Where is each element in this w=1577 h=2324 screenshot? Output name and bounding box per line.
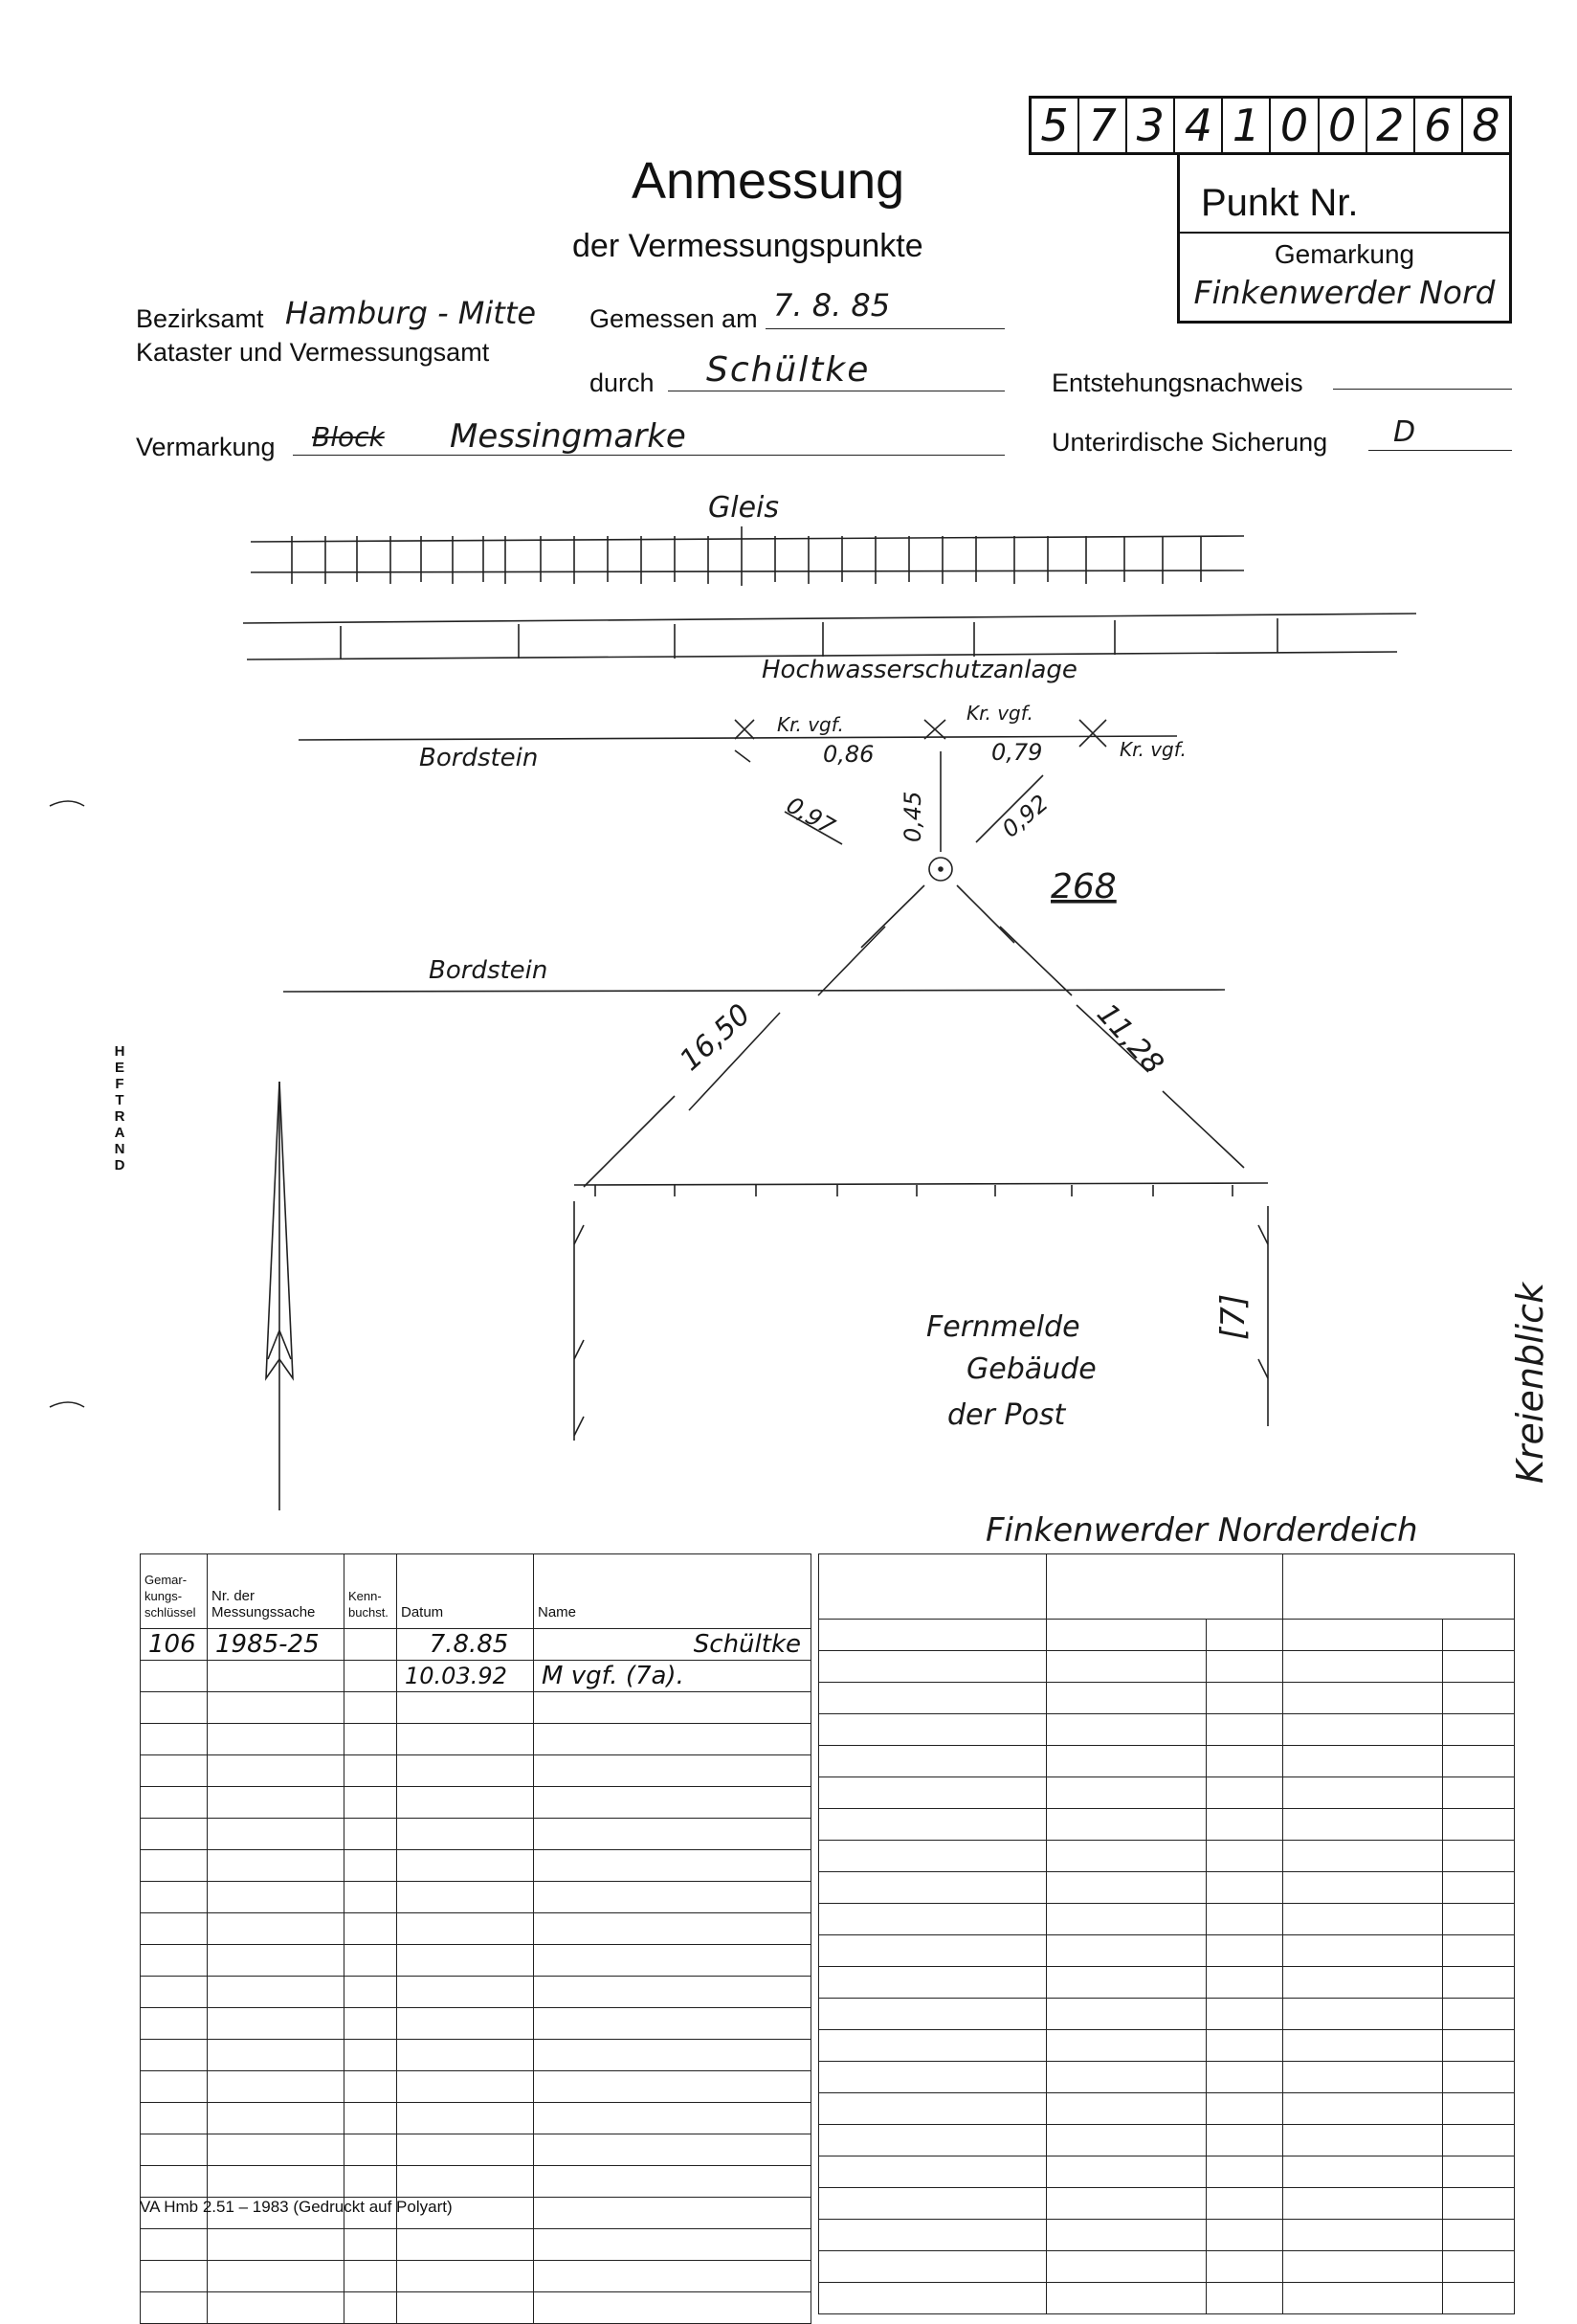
table-row <box>819 1999 1515 2030</box>
measure-086: 0,86 <box>823 741 875 768</box>
table-row <box>141 1945 811 1977</box>
measure-097: 0,97 <box>782 791 840 840</box>
table-row <box>819 2093 1515 2125</box>
measure-092: 0,92 <box>996 789 1054 843</box>
cell-name: Schültke <box>534 1629 811 1661</box>
kr-vgf-1: Kr. vgf. <box>777 713 844 736</box>
table-row <box>819 1872 1515 1904</box>
table-row <box>141 1629 811 1661</box>
table-row <box>819 2125 1515 2156</box>
building-line-3: der Post <box>947 1398 1066 1432</box>
measure-1650: 16,50 <box>673 997 758 1078</box>
bordstein-top-label: Bordstein <box>419 744 539 772</box>
vermarkung-value: Messingmarke <box>450 417 686 456</box>
table-row <box>819 1746 1515 1777</box>
table-row <box>819 1651 1515 1683</box>
street-norderdeich: Finkenwerder Norderdeich <box>986 1511 1418 1550</box>
table-row <box>819 1714 1515 1746</box>
cell-nr: 1985-25 <box>208 1629 344 1661</box>
page-title: Anmessung <box>632 152 905 210</box>
table-row <box>819 1620 1515 1651</box>
right-header-row <box>819 1554 1515 1620</box>
gemessen-label: Gemessen am <box>589 304 758 333</box>
kataster-label: Kataster und Vermessungsamt <box>136 338 490 367</box>
table-row <box>141 2071 811 2103</box>
bezirksamt-label: Bezirksamt <box>136 304 264 333</box>
hochwasser-label: Hochwasserschutzanlage <box>762 656 1077 684</box>
table-row <box>141 2040 811 2071</box>
point-digit: 4 <box>1173 99 1221 152</box>
gemarkung-label: Gemarkung <box>1274 239 1415 269</box>
cell-kenn <box>344 1629 397 1661</box>
vermarkung-struck: Block <box>312 421 385 453</box>
building-line-2: Gebäude <box>966 1352 1097 1386</box>
cell-datum: 7.8.85 <box>397 1629 534 1661</box>
page-subtitle: der Vermessungspunkte <box>572 228 923 264</box>
kr-vgf-3: Kr. vgf. <box>1120 738 1187 761</box>
gemarkung-value: Finkenwerder Nord <box>1193 274 1496 311</box>
table-row <box>819 1777 1515 1809</box>
table-row <box>141 1661 811 1692</box>
cell-schluessel <box>141 1661 208 1692</box>
table-row <box>819 1904 1515 1935</box>
table-row <box>819 2251 1515 2283</box>
unterirdisch-value: D <box>1393 415 1416 449</box>
cell-kenn <box>344 1661 397 1692</box>
point-number-label: 268 <box>1051 867 1117 906</box>
measure-079: 0,79 <box>991 739 1043 766</box>
table-row <box>141 1755 811 1787</box>
bordstein-bottom-label: Bordstein <box>429 956 548 985</box>
bezirksamt-value: Hamburg - Mitte <box>285 295 537 331</box>
cell-datum: 10.03.92 <box>397 1661 534 1692</box>
building-line-1: Fernmelde <box>926 1310 1080 1344</box>
street-kreienblick: Kreienblick <box>1509 1282 1551 1484</box>
table-row <box>819 2156 1515 2188</box>
point-digit: 8 <box>1461 99 1509 152</box>
header-datum: Datum <box>397 1554 534 1629</box>
entstehung-label: Entstehungsnachweis <box>1052 369 1303 397</box>
table-row <box>141 2292 811 2324</box>
header-kenn: Kenn-buchst. <box>344 1554 397 1629</box>
table-row <box>141 1977 811 2008</box>
table-row <box>141 2166 811 2198</box>
gleis-label: Gleis <box>708 491 780 525</box>
header-nr: Nr. der Messungssache <box>208 1554 344 1629</box>
table-header-row <box>141 1554 811 1629</box>
table-row <box>141 1819 811 1850</box>
table-row <box>141 1850 811 1882</box>
table-row <box>819 1841 1515 1872</box>
point-digit: 0 <box>1318 99 1366 152</box>
point-digit: 0 <box>1269 99 1317 152</box>
house-number: [7] <box>1214 1293 1253 1340</box>
table-row <box>141 1913 811 1945</box>
table-row <box>141 2103 811 2134</box>
cell-nr <box>208 1661 344 1692</box>
table-row <box>819 2062 1515 2093</box>
point-digit: 5 <box>1040 100 1069 151</box>
vermarkung-label: Vermarkung <box>136 433 276 461</box>
table-row <box>141 1724 811 1755</box>
table-row <box>141 1787 811 1819</box>
point-digit: 1 <box>1221 99 1269 152</box>
table-row <box>819 2188 1515 2220</box>
kr-vgf-2: Kr. vgf. <box>966 702 1033 725</box>
table-row <box>819 1935 1515 1967</box>
point-digit: 7 <box>1077 99 1125 152</box>
measure-045: 0,45 <box>900 791 926 842</box>
header-gemarkung: Gemar-kungs-schlüssel <box>141 1554 208 1629</box>
table-row <box>141 2008 811 2040</box>
point-digit: 2 <box>1366 99 1413 152</box>
form-footer: VA Hmb 2.51 – 1983 (Gedruckt auf Polyart) <box>140 2198 453 2216</box>
durch-value: Schültke <box>706 350 871 390</box>
table-row <box>819 1683 1515 1714</box>
durch-label: durch <box>589 369 655 397</box>
punkt-label: Punkt Nr. <box>1201 182 1359 224</box>
table-row <box>819 2030 1515 2062</box>
table-row <box>819 2283 1515 2314</box>
table-row <box>141 2229 811 2261</box>
point-digit: 3 <box>1125 99 1173 152</box>
measure-1128: 11,28 <box>1090 996 1170 1082</box>
table-row <box>819 2220 1515 2251</box>
unterirdisch-label: Unterirdische Sicherung <box>1052 428 1328 457</box>
header-name: Name <box>534 1554 811 1629</box>
gemessen-value: 7. 8. 85 <box>773 287 891 324</box>
cell-name: M vgf. (7a). <box>534 1661 811 1692</box>
cell-schluessel: 106 <box>141 1629 208 1661</box>
table-row <box>141 2134 811 2166</box>
heftrand-label: HEFTRAND <box>114 1043 125 1173</box>
table-row <box>819 1809 1515 1841</box>
point-digit: 6 <box>1413 99 1461 152</box>
table-row <box>141 1692 811 1724</box>
table-row <box>141 1882 811 1913</box>
table-row <box>819 1967 1515 1999</box>
right-grid-table <box>818 1553 1515 2314</box>
table-row <box>141 2261 811 2292</box>
